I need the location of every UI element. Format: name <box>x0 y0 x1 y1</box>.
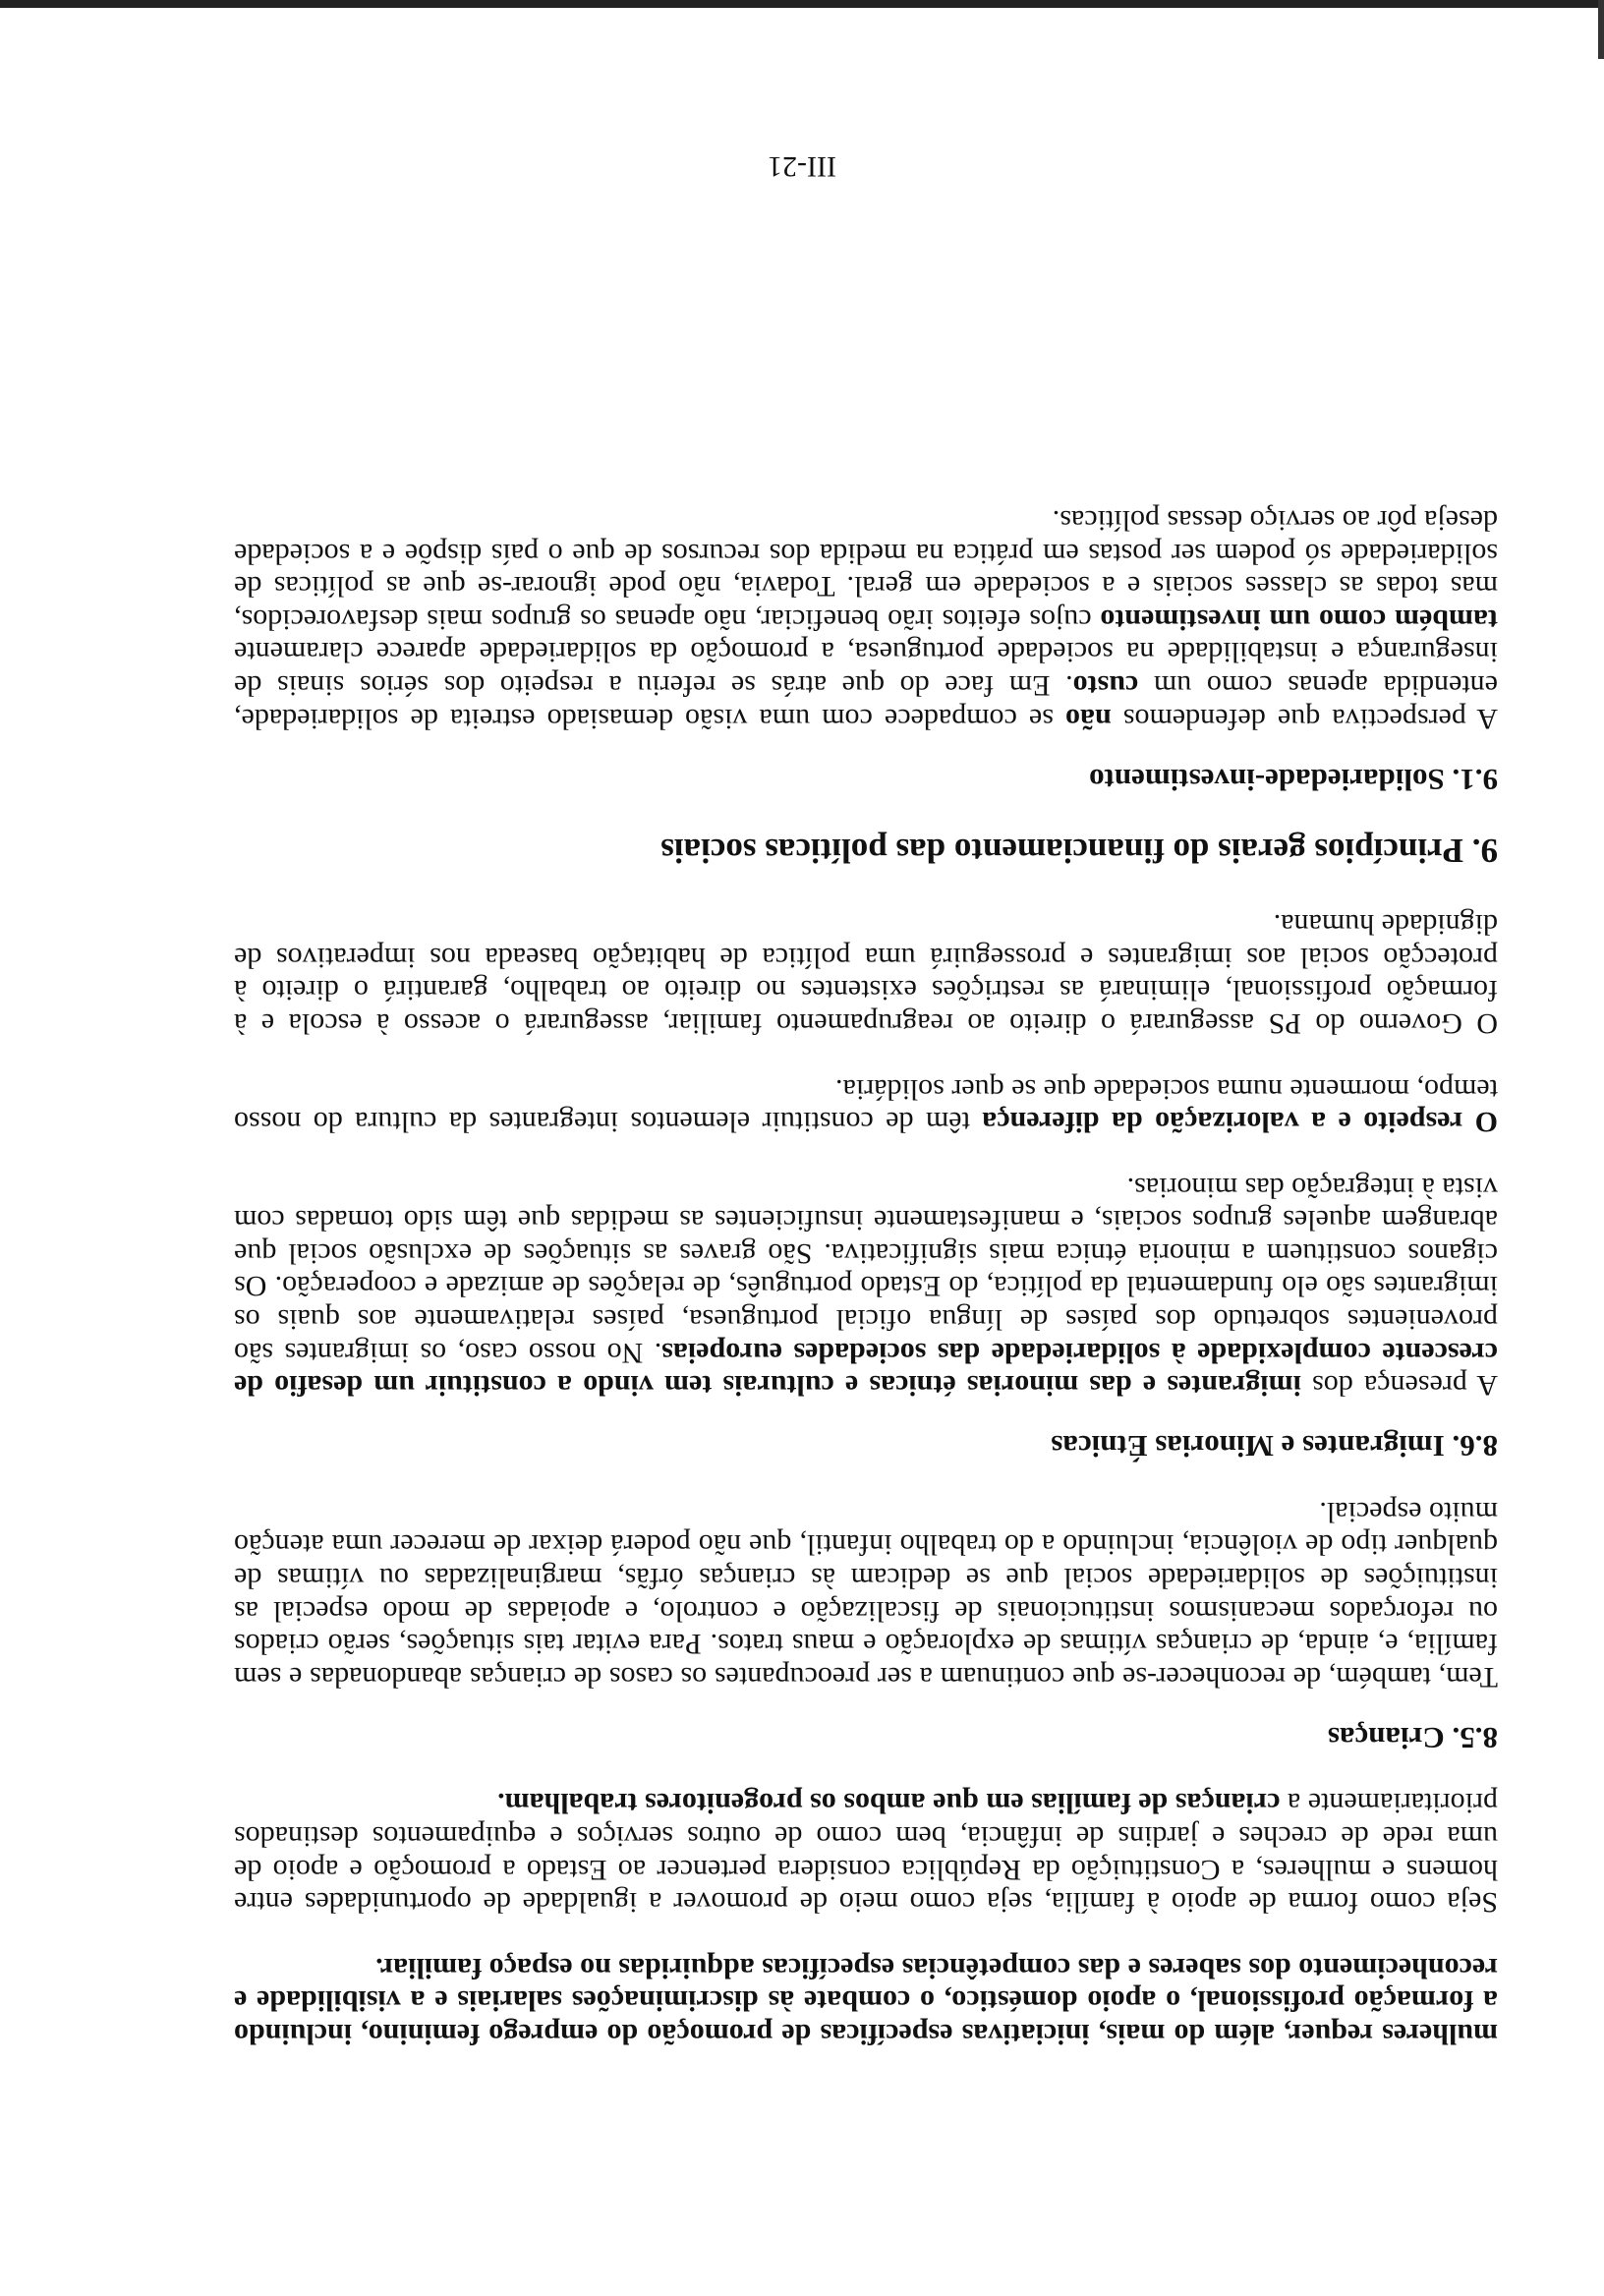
bold-text: imigrantes e das minorias étnicas e culturais tem vindo a constituir um desafio de crescente complexidade à solidariedade das sociedades europeias <box>234 1336 1498 1403</box>
bold-text: não <box>1065 702 1112 735</box>
bold-text: custo <box>1072 668 1139 702</box>
paragraph-respeito <box>234 1072 1498 1138</box>
paragraph-women-employment: mulheres requer, além do mais, iniciativas específicas de promoção do emprego feminino, incluindo a formação profissional, o apoio doméstico, o combate às discriminações salariais e a visibilidade e reconhecimento dos saberes e das competências específicas adquiridas no espaço familiar. <box>234 1951 1498 2050</box>
text: têm de constituir elementos integrantes da cultura do nosso tempo, mormente numa sociedade que se quer solidária. <box>234 1072 1498 1139</box>
text: se compadece com uma visão demasiado estreita de solidariedade, entendida apenas como um <box>233 668 1498 735</box>
heading-9-1: 9.1. Solidariedade-investimento <box>1089 762 1498 797</box>
page-number: III-21 <box>768 150 836 183</box>
text: Seja como forma de apoio à família, seja como meio de promover a igualdade de oportunidades entre homens e mulheres, a Constituição da República considera pertencer ao Estado a promoção e apoio de uma rede de creches e jardins de infância, bem como de outros serviços e equipamentos destinados prioritariamente a <box>234 1787 1498 1920</box>
bold-text: crianças de famílias em que ambos os progenitores trabalham. <box>497 1787 1281 1820</box>
paragraph-governo: O Governo do PS assegurará o direito ao reagrupamento familiar, assegurará o acesso à escola e à formação profissional, eliminará as restrições existentes no direito ao trabalho, garantirá o direito à protecção social aos imigrantes e prosseguirá uma política de habitação baseada nos imperativos de dignidade humana. <box>234 908 1498 1040</box>
bold-text: também como um investimento <box>1100 603 1498 636</box>
text: A perspectiva que defendemos <box>1111 702 1498 735</box>
paragraph-imigrantes <box>234 1171 1498 1402</box>
heading-8-6: 8.6. Imigrantes e Minorias Étnicas <box>1051 1429 1498 1464</box>
bold-text: O respeito e a valorização da diferença <box>982 1106 1498 1139</box>
paragraph-solidariedade <box>234 503 1498 734</box>
text: A presença dos <box>1300 1369 1498 1403</box>
heading-9: 9. Princípios gerais do financiamento das políticas sociais <box>660 831 1498 870</box>
heading-8-5: 8.5. Crianças <box>1327 1720 1498 1755</box>
text: . No nosso caso, os imigrantes são provenientes sobretudo dos países de língua oficial portuguesa, países relativamente aos quais os imigrantes são elo fundamental da política, do Estado português, de relações de amizade e cooperação. Os ciganos constituem a minoria étnica mais significativa. São graves as situações de exclusão social que abrangem aqueles grupos sociais, e manifestamente insuficientes as medidas que têm sido tomadas com vista à integração das minorias. <box>234 1171 1498 1369</box>
page-body <box>234 471 1498 2050</box>
paragraph-criancas: Tem, também, de reconhecer-se que continuam a ser preocupantes os casos de crianças abandonadas e sem família, e, ainda, de crianças vítimas de exploração e maus tratos. Para evitar tais situações, serão criados ou reforçados mecanismos institucionais de fiscalização e controlo, e apoiadas de modo especial as instituições de solidariedade social que se dedicam às crianças órfãs, marginalizadas ou vítimas de qualquer tipo de violência, incluindo a do trabalho infantil, que não poderá deixar de merecer uma atenção muito especial. <box>234 1495 1498 1693</box>
paragraph-creches <box>234 1787 1498 1919</box>
text: cujos efeitos irão beneficiar, não apenas os grupos mais desfavorecidos, mas todas as classes sociais e a sociedade em geral. Todavia, não pode ignorar-se que as políticas de solidariedade só podem ser postas em prática na medida dos recursos de que o país dispõe e a sociedade deseja pôr ao serviço dessas políticas. <box>234 504 1498 636</box>
text: . Em face do que atrás se referiu a respeito dos sérios sinais de insegurança e instabilidade na sociedade portuguesa, a promoção da solidariedade aparece claramente <box>234 636 1498 702</box>
